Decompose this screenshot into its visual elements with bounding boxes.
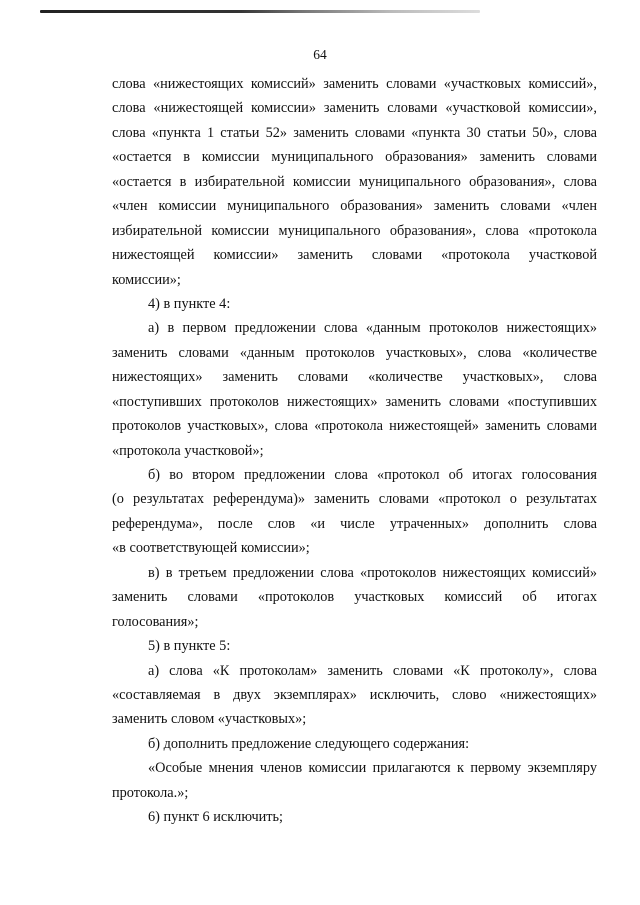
text-line: а) слова «К протоколам» заменить словами «К протоколу», слова — [148, 662, 597, 679]
text-line: заменить словом «участковых»; — [112, 711, 307, 728]
text-line: нижестоящих» заменить словами «количестве участковых», слова — [112, 369, 597, 386]
text-line: слова «нижестоящих комиссий» заменить словами «участковых комиссий», — [112, 76, 597, 92]
page-number: 64 — [313, 47, 327, 62]
text-line: «Особые мнения членов комиссии прилагаются к первому экземпляру — [148, 760, 597, 777]
text-line: а) в первом предложении слова «данным протоколов нижестоящих» — [148, 320, 597, 337]
text-line: заменить словами «протоколов участковых комиссий об итогах — [112, 589, 597, 606]
text-line: 6) пункт 6 исключить; — [148, 809, 284, 826]
text-line: б) во втором предложении слова «протокол об итогах голосования — [148, 467, 597, 483]
text-line: голосования»; — [112, 613, 199, 630]
text-line: слова «пункта 1 статьи 52» заменить словами «пункта 30 статьи 50», слова — [112, 124, 597, 141]
text-line: избирательной комиссии муниципального образования», слова «протокола — [112, 222, 597, 239]
text-line: «поступивших протоколов нижестоящих» заменить словами «поступивших — [112, 393, 597, 410]
text-line: референдума», после слов «и числе утраченных» дополнить слова — [112, 515, 597, 532]
text-line: заменить словами «данным протоколов участковых», слова «количестве — [112, 344, 597, 361]
text-line: в) в третьем предложении слова «протоколов нижестоящих комиссий» — [148, 564, 597, 581]
text-line: «член комиссии муниципального образования» заменить словами «член — [112, 198, 597, 215]
document-body — [112, 72, 597, 830]
text-line: «остается в избирательной комиссии муниципального образования», слова — [112, 173, 597, 190]
text-line: слова «нижестоящей комиссии» заменить словами «участковой комиссии», — [112, 100, 597, 117]
text-line: 4) в пункте 4: — [148, 295, 231, 312]
text-line: нижестоящей комиссии» заменить словами «протокола участковой — [112, 247, 597, 264]
text-line: «протокола участковой»; — [112, 442, 264, 459]
text-line: комиссии»; — [112, 271, 181, 288]
scan-artifact-line — [40, 10, 480, 13]
text-line: б) дополнить предложение следующего содержания: — [148, 735, 470, 752]
text-line: (о результатах референдума)» заменить словами «протокол о результатах — [112, 491, 597, 508]
text-line: «составляемая в двух экземплярах» исключить, слово «нижестоящих» — [112, 686, 597, 703]
text-line: 5) в пункте 5: — [148, 638, 231, 655]
text-line: протокола.»; — [112, 784, 189, 801]
text-line: «в соответствующей комиссии»; — [112, 540, 310, 557]
text-line: протоколов участковых», слова «протокола нижестоящей» заменить словами — [112, 418, 597, 435]
text-line: «остается в комиссии муниципального образования» заменить словами — [112, 149, 597, 166]
